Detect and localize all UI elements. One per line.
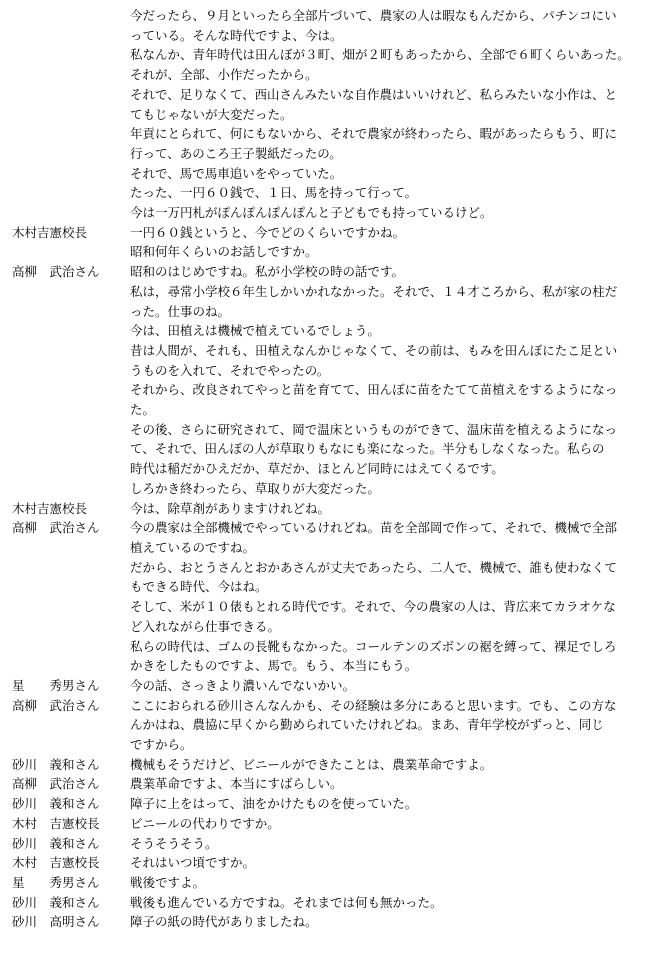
transcript-entry — [0, 479, 671, 499]
speaker-name — [0, 164, 130, 184]
speech-text — [130, 203, 671, 223]
transcript-entry — [0, 893, 671, 913]
speech-text — [130, 420, 671, 479]
speech-line: それで、馬で馬車追いをやっていた。 — [130, 165, 343, 181]
speech-text — [130, 774, 671, 794]
speaker-name: 高柳 武治さん — [12, 697, 100, 713]
speech-line: 今だったら、９月といったら全部片づいて、農家の人は暇なもんだから、パチンコにい — [130, 8, 617, 23]
speech-line: もできる時代、今はね。 — [130, 579, 268, 595]
speech-text — [130, 85, 671, 124]
speaker-name: 木村吉憲校長 — [12, 224, 88, 240]
speech-text — [130, 755, 671, 775]
speech-line: 今の農家は全部機械でやっているけれどね。苗を全部岡で作って、それで、機械で全部 — [130, 520, 618, 536]
speech-line: ここにおられる砂川さんなんかも、その経験は多分にあると思います。でも、この方な — [130, 697, 617, 713]
transcript-entry — [0, 321, 671, 341]
speech-line: った。仕事のね。 — [130, 303, 231, 319]
transcript-entry — [0, 124, 671, 163]
transcript-entry — [0, 203, 671, 223]
speech-line: て、それで、田んぼの人が草取りもなにも楽になった。半分もしなくなった。私らの — [130, 441, 605, 457]
speaker-name — [0, 341, 130, 380]
speech-text — [130, 893, 671, 913]
speech-line: それで、足りなくて、西山さんみたいな自作農はいいけれど、私らみたいな小作は、と — [130, 86, 618, 102]
transcript-entry — [0, 558, 671, 597]
speech-text — [130, 676, 671, 696]
speech-line: 私なんか、青年時代は田んぼが３町、畑が２町もあったから、全部で６町くらいあった。 — [130, 47, 630, 63]
speech-line: たった、一円６０銭で、１日、馬を持って行って。 — [130, 185, 418, 201]
speech-line: 一円６０銭というと、今でどのくらいですかね。 — [130, 224, 406, 240]
speaker-name — [0, 637, 130, 676]
speech-line: だから、おとうさんとおかあさんが丈夫であったら、二人で、機械で、誰も使わなくて — [130, 559, 617, 575]
speech-line: うものを入れて、それでやったの。 — [130, 362, 330, 378]
speaker-name: 高柳 武治さん — [12, 264, 100, 280]
speech-line: 今は、田植えは機械で植えているでしょう。 — [130, 323, 380, 339]
speech-text — [130, 873, 671, 893]
speaker-name: 木村 吉憲校長 — [12, 815, 100, 831]
speaker-name: 木村 吉憲校長 — [12, 855, 100, 871]
speaker-name — [0, 321, 130, 341]
transcript-entry — [0, 65, 671, 85]
speaker-name: 砂川 義和さん — [12, 756, 100, 772]
speaker-name: 砂川 高明さん — [12, 914, 100, 930]
speaker-name: 砂川 義和さん — [12, 796, 100, 812]
speaker-name: 星 秀男さん — [12, 874, 100, 890]
speech-line: 昔は人間が、それも、田植えなんかじゃなくて、その前は、もみを田んぼにたこ足とい — [130, 342, 618, 358]
transcript-entry — [0, 755, 671, 775]
transcript-entry — [0, 637, 671, 676]
transcript-entry — [0, 223, 671, 243]
speech-line: 昭和のはじめですね。私が小学校の時の話です。 — [130, 264, 405, 280]
speech-text — [130, 45, 671, 65]
speech-line: ビニールの代わりですか。 — [130, 815, 280, 831]
speech-text — [130, 853, 671, 873]
transcript-entry — [0, 262, 671, 282]
speech-line: 今は、除草剤がありますけれどね。 — [130, 500, 331, 516]
transcript-entry — [0, 518, 671, 557]
transcript-entry — [0, 853, 671, 873]
transcript-entry — [0, 45, 671, 65]
speech-text — [130, 6, 671, 45]
speech-line: た。 — [130, 402, 156, 418]
transcript-entry — [0, 183, 671, 203]
speech-text — [130, 479, 671, 499]
speaker-name — [0, 479, 130, 499]
speech-line: 農業革命ですよ、本当にすばらしい。 — [130, 776, 343, 792]
speaker-name — [0, 597, 130, 636]
transcript-entry — [0, 341, 671, 380]
speech-line: その後、さらに研究されて、岡で温床というものができて、温床苗を植えるようになっ — [130, 421, 618, 437]
transcript-entry — [0, 794, 671, 814]
speaker-name — [0, 558, 130, 597]
speech-line: そうそうそう。 — [130, 835, 218, 851]
speaker-name — [0, 203, 130, 223]
transcript-entry — [0, 85, 671, 124]
speech-line: 植えているのですね。 — [130, 539, 256, 555]
speech-text — [130, 164, 671, 184]
speech-line: ど入れながら仕事できる。 — [130, 618, 281, 634]
speech-line: 今の話、さっきより濃いんでないかい。 — [130, 677, 356, 693]
speech-text — [130, 262, 671, 282]
speech-text — [130, 597, 671, 636]
speaker-name — [0, 85, 130, 124]
speech-line: 戦後も進んでいる方ですね。それまでは何も無かった。 — [130, 894, 443, 910]
speech-line: 私は，尋常小学校６年生しかいかれなかった。それで、１４才ころから、私が家の柱だ — [130, 283, 618, 299]
speaker-name — [0, 45, 130, 65]
transcript-entry — [0, 420, 671, 479]
speech-text — [130, 65, 671, 85]
speaker-name — [0, 242, 130, 262]
transcript-entry — [0, 676, 671, 696]
speech-line: 障子に上をはって、油をかけたものを使っていた。 — [130, 796, 418, 812]
transcript-entry — [0, 164, 671, 184]
speech-text — [130, 282, 671, 321]
speech-text — [130, 380, 671, 419]
transcript-entry — [0, 834, 671, 854]
transcript-entry — [0, 6, 671, 45]
speech-text — [130, 341, 671, 380]
speech-line: 障子の紙の時代がありましたね。 — [130, 914, 318, 930]
speaker-name — [0, 282, 130, 321]
speech-line: かきをしたものですよ、馬で。もう、本当にもう。 — [130, 658, 418, 674]
speech-line: てもじゃないが大変だった。 — [130, 106, 293, 122]
speech-text — [130, 223, 671, 243]
transcript-entry — [0, 499, 671, 519]
speech-line: それはいつ頃ですか。 — [130, 855, 256, 871]
speech-text — [130, 321, 671, 341]
speech-line: しろかき終わったら、草取りが大変だった。 — [130, 480, 380, 496]
speaker-name — [0, 420, 130, 479]
transcript-entry — [0, 912, 671, 932]
speech-text — [130, 518, 671, 557]
speech-text — [130, 912, 671, 932]
transcript-entry — [0, 242, 671, 262]
speech-text — [130, 242, 671, 262]
speaker-name: 星 秀男さん — [12, 677, 100, 693]
speaker-name — [0, 124, 130, 163]
speech-text — [130, 834, 671, 854]
speaker-name — [0, 65, 130, 85]
speech-line: 昭和何年くらいのお話しですか。 — [130, 244, 318, 260]
speech-line: それが、全部、小作だったから。 — [130, 67, 318, 83]
speech-line: っている。そんな時代ですよ、今は。 — [130, 27, 343, 43]
speech-line: それから、改良されてやっと苗を育てて、田んぼに苗をたてて苗植えをするようになっ — [130, 382, 618, 398]
speaker-name: 高柳 武治さん — [12, 776, 100, 792]
transcript-entry — [0, 774, 671, 794]
transcript-entry — [0, 814, 671, 834]
speaker-name — [0, 6, 130, 45]
speech-text — [130, 183, 671, 203]
speaker-name: 砂川 義和さん — [12, 894, 100, 910]
speech-text — [130, 637, 671, 676]
speech-line: そして、米が１０俵もとれる時代です。それで、今の農家の人は、背広来てカラオケな — [130, 599, 616, 615]
speaker-name — [0, 183, 130, 203]
speech-line: んかはね、農協に早くから勤められていたけれどね。まあ、青年学校がずっと、同じ — [130, 717, 604, 733]
speech-line: 行って、あのころ王子製紙だったの。 — [130, 145, 342, 161]
speech-text — [130, 814, 671, 834]
transcript-entry — [0, 873, 671, 893]
speech-line: 今は一万円札がぽんぽんぽんぽんと子どもでも持っているけど。 — [130, 205, 493, 221]
speech-line: 戦後ですよ。 — [130, 874, 206, 890]
speaker-name: 木村吉憲校長 — [12, 500, 88, 516]
speaker-name: 高柳 武治さん — [12, 520, 100, 536]
transcript-entry — [0, 380, 671, 419]
speech-line: 年貢にとられて、何にもないから、それで農家が終わったら、暇があったらもう、町に — [130, 126, 618, 142]
transcript-entry — [0, 282, 671, 321]
transcript-entry — [0, 696, 671, 755]
speech-line: 私らの時代は、ゴムの長靴もなかった。コールテンのズボンの裾を縛って、裸足でしろ — [130, 638, 617, 654]
speech-text — [130, 696, 671, 755]
speech-line: 時代は稲だかひえだか、草だか、ほとんど同時にはえてくるです。 — [130, 461, 504, 477]
speech-text — [130, 499, 671, 519]
speaker-name — [0, 380, 130, 419]
transcript-entry — [0, 597, 671, 636]
speaker-name: 砂川 義和さん — [12, 835, 100, 851]
speech-text — [130, 558, 671, 597]
transcript — [0, 6, 671, 932]
speech-text — [130, 794, 671, 814]
speech-line: 機械もそうだけど、ビニールができたことは、農業革命ですよ。 — [130, 756, 493, 772]
speech-line: ですから。 — [130, 737, 193, 753]
speech-text — [130, 124, 671, 163]
